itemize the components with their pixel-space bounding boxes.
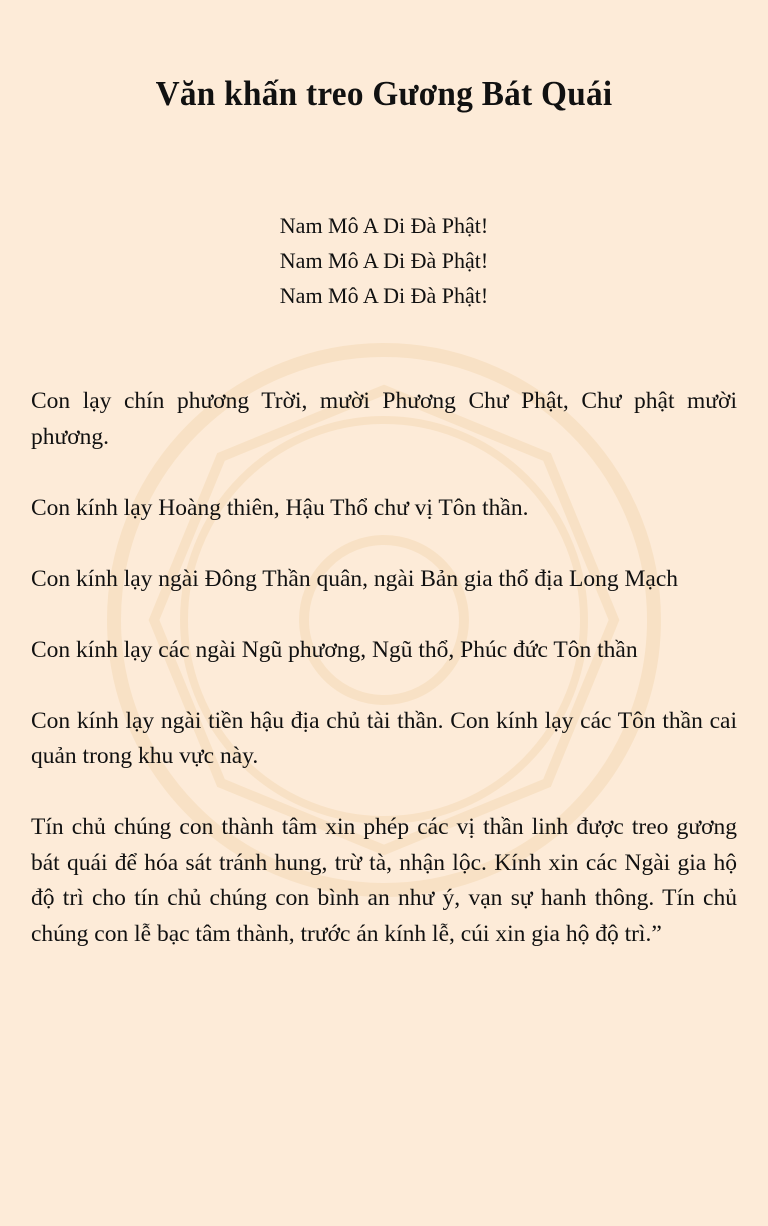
chant-line: Nam Mô A Di Đà Phật!	[279, 283, 489, 308]
prayer-body	[31, 384, 737, 988]
chant-line: Nam Mô A Di Đà Phật!	[279, 213, 489, 238]
paragraph: Tín chủ chúng con thành tâm xin phép các vị thần linh được treo gương bát quái để hóa sát tránh hung, trừ tà, nhận lộc. Kính xin các Ngài gia hộ độ trì cho tín chủ chúng con bình an như ý, vạn sự hanh thông. Tín chủ chúng con lễ bạc tâm thành, trước án kính lễ, cúi xin gia hộ độ trì.”	[31, 814, 737, 947]
paragraph: Con kính lạy ngài Đông Thần quân, ngài Bản gia thổ địa Long Mạch	[31, 565, 679, 592]
chant-block	[0, 208, 768, 313]
page-title: Văn khấn treo Gương Bát Quái	[155, 74, 613, 113]
chant-line: Nam Mô A Di Đà Phật!	[279, 248, 489, 273]
paragraph: Con kính lạy Hoàng thiên, Hậu Thổ chư vị Tôn thần.	[31, 494, 529, 521]
paragraph: Con kính lạy các ngài Ngũ phương, Ngũ thổ, Phúc đức Tôn thần	[31, 636, 638, 663]
paragraph: Con kính lạy ngài tiền hậu địa chủ tài thần. Con kính lạy các Tôn thần cai quản trong khu vực này.	[31, 707, 737, 769]
paragraph: Con lạy chín phương Trời, mười Phương Chư Phật, Chư phật mười phương.	[31, 388, 737, 450]
